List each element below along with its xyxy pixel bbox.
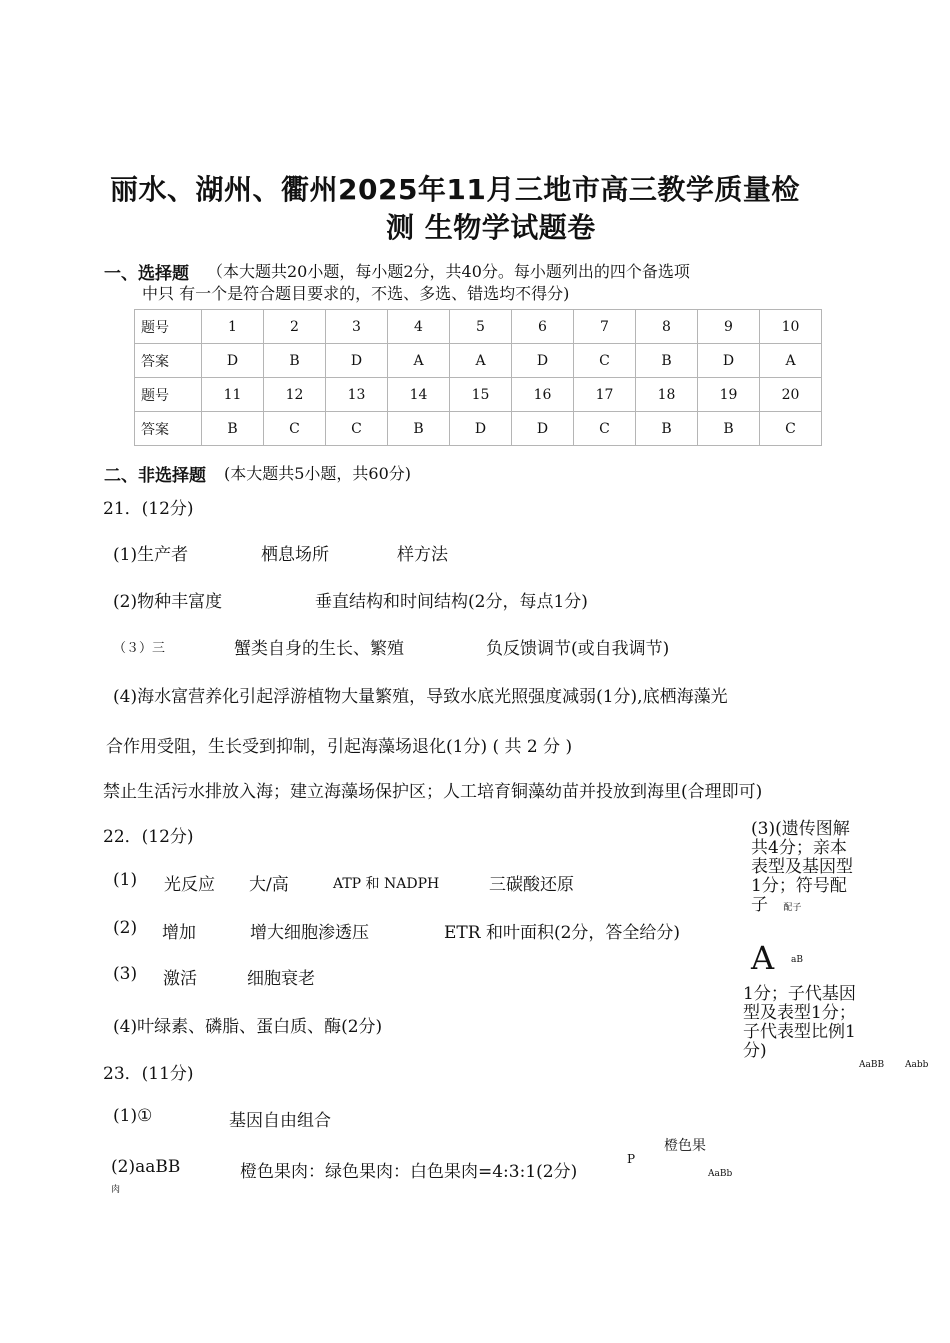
table-cell: D <box>512 344 574 378</box>
q21-p3-b: 蟹类自身的生长、繁殖 <box>234 639 404 659</box>
q21-p3-a: （３）三 <box>113 641 166 656</box>
orange-fruit-label: 橙色果 <box>664 1138 706 1154</box>
section1-heading: 一、选择题 <box>104 264 189 284</box>
q22-p2-n: (2) <box>113 918 138 938</box>
q23-p1-a: (1)① <box>113 1106 153 1126</box>
q22-p1-c: ATP 和 NADPH <box>333 876 440 892</box>
q22-p3-b: 细胞衰老 <box>247 969 315 989</box>
table-cell: D <box>202 344 264 378</box>
q23-p2-b: 橙色果肉：绿色果肉：白色果肉=4:3:1(2分) <box>240 1162 578 1182</box>
table-cell: 12 <box>264 378 326 412</box>
side-note-top <box>751 820 861 918</box>
table-cell: C <box>326 412 388 446</box>
q21-p2-b: 垂直结构和时间结构(2分，每点1分) <box>315 592 588 612</box>
q22-p1-d: 三碳酸还原 <box>489 875 574 895</box>
table-cell: D <box>326 344 388 378</box>
table-cell: A <box>388 344 450 378</box>
table-cell: 8 <box>636 310 698 344</box>
q22-p1-b: 大/高 <box>249 875 289 895</box>
table-cell: 18 <box>636 378 698 412</box>
table-cell: 2 <box>264 310 326 344</box>
table-cell: C <box>574 412 636 446</box>
q23-header: 23．(11分) <box>103 1064 194 1084</box>
table-cell: D <box>698 344 760 378</box>
q21-p3-c: 负反馈调节(或自我调节) <box>486 639 670 659</box>
table-cell: D <box>512 412 574 446</box>
table-cell: 14 <box>388 378 450 412</box>
table-cell: 11 <box>202 378 264 412</box>
side-note-text-top: (3)(遗传图解共4分；亲本表型及基因型1分；符号配子 <box>751 819 853 915</box>
q21-p1-c: 样方法 <box>397 545 448 565</box>
q22-p1-n: (1) <box>113 870 138 890</box>
table-cell: 19 <box>698 378 760 412</box>
section1-note-line1: （本大题共20小题，每小题2分，共40分。每小题列出的四个备选项 <box>207 262 690 281</box>
table-cell: B <box>636 344 698 378</box>
table-cell: 1 <box>202 310 264 344</box>
table-row <box>135 412 822 446</box>
table-cell: B <box>636 412 698 446</box>
q22-p2-a: 增加 <box>162 923 196 943</box>
q22-p3-a: 激活 <box>163 969 197 989</box>
table-cell: B <box>202 412 264 446</box>
section2-note: (本大题共5小题，共60分) <box>224 464 412 483</box>
table-row <box>135 310 822 344</box>
table-cell: 7 <box>574 310 636 344</box>
table-row-label: 答案 <box>135 412 202 446</box>
table-cell: 6 <box>512 310 574 344</box>
table-cell: D <box>450 412 512 446</box>
table-cell: 17 <box>574 378 636 412</box>
side-ab-label: aB <box>791 955 803 965</box>
q22-header: 22．(12分) <box>103 827 194 847</box>
table-row <box>135 344 822 378</box>
q21-p4-line1: (4)海水富营养化引起浮游植物大量繁殖，导致水底光照强度减弱(1分),底栖海藻光 <box>113 687 728 707</box>
table-cell: 10 <box>760 310 822 344</box>
q23-p1-b: 基因自由组合 <box>229 1111 331 1131</box>
q21-p1-a: (1)生产者 <box>113 545 189 565</box>
table-cell: C <box>574 344 636 378</box>
q23-p2-a: (2)aaBB <box>111 1157 181 1177</box>
table-row-label: 题号 <box>135 378 202 412</box>
table-row <box>135 378 822 412</box>
q21-p2-a: (2)物种丰富度 <box>113 592 223 612</box>
parent-p-label: P <box>627 1152 636 1166</box>
table-cell: C <box>760 412 822 446</box>
table-cell: 5 <box>450 310 512 344</box>
q22-p2-b: 增大细胞渗透压 <box>250 923 369 943</box>
table-cell: A <box>450 344 512 378</box>
q21-p1-b: 栖息场所 <box>261 545 329 565</box>
side-big-letter: A <box>751 939 775 977</box>
table-cell: A <box>760 344 822 378</box>
genotype-aabb-3: AaBb <box>708 1169 733 1179</box>
table-cell: 9 <box>698 310 760 344</box>
table-cell: B <box>698 412 760 446</box>
table-cell: 4 <box>388 310 450 344</box>
q22-p3-n: (3) <box>113 964 138 984</box>
q22-p4: (4)叶绿素、磷脂、蛋白质、酶(2分) <box>113 1017 383 1037</box>
q23-p2-c: 肉 <box>111 1185 121 1195</box>
q21-p4-line2: 合作用受阻，生长受到抑制，引起海藻场退化(1分) ( 共 2 分 ) <box>106 737 573 757</box>
page-title-line1: 丽水、湖州、衢州2025年11月三地市高三教学质量检 <box>110 173 800 206</box>
table-cell: 3 <box>326 310 388 344</box>
table-cell: C <box>264 412 326 446</box>
table-row-label: 题号 <box>135 310 202 344</box>
q22-p1-a: 光反应 <box>164 875 215 895</box>
genotype-aabb-2: Aabb <box>905 1060 929 1070</box>
side-note-bottom: 1分；子代基因型及表型1分；子代表型比例1分) <box>743 984 856 1061</box>
q21-p4-line3: 禁止生活污水排放入海；建立海藻场保护区；人工培育铜藻幼苗并投放到海里(合理即可) <box>103 782 763 802</box>
answer-table <box>134 309 822 446</box>
table-cell: B <box>388 412 450 446</box>
q22-p2-c: ETR 和叶面积(2分，答全给分) <box>444 923 681 943</box>
table-cell: 13 <box>326 378 388 412</box>
section1-note-line2: 中只 有一个是符合题目要求的，不选、多选、错选均不得分) <box>142 284 570 303</box>
page-title-line2: 测 生物学试题卷 <box>386 211 596 244</box>
side-gamete-label: 配子 <box>783 903 802 913</box>
genotype-aabb-1: AaBB <box>859 1060 885 1070</box>
table-cell: B <box>264 344 326 378</box>
table-cell: 16 <box>512 378 574 412</box>
section2-heading: 二、非选择题 <box>104 466 206 486</box>
table-row-label: 答案 <box>135 344 202 378</box>
table-cell: 20 <box>760 378 822 412</box>
q21-header: 21．(12分) <box>103 499 194 519</box>
table-cell: 15 <box>450 378 512 412</box>
